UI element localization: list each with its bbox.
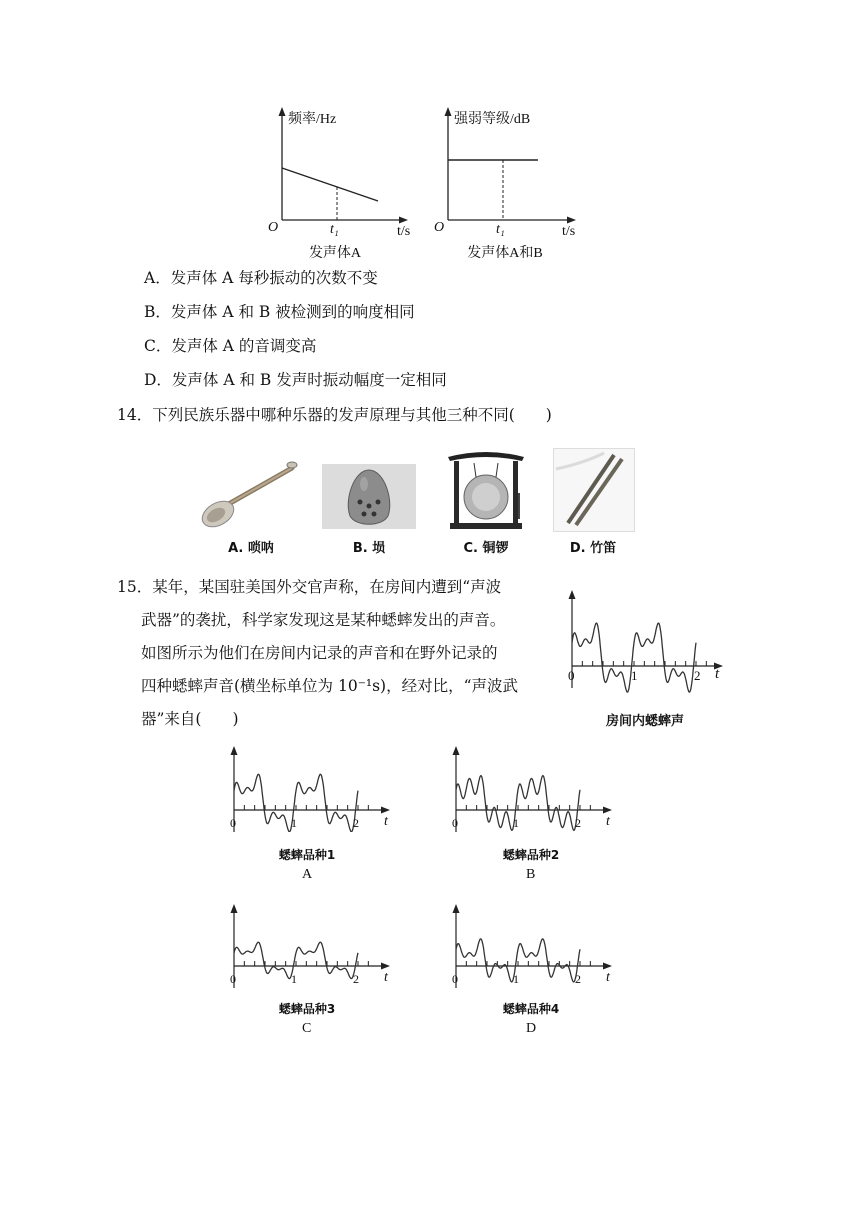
tick-1: 1: [513, 972, 519, 986]
tick-2: 2: [575, 972, 581, 986]
tick-0: 0: [452, 816, 458, 830]
species-caption: 蟋蟀品种1: [278, 848, 336, 862]
bamboo-flute-icon: [553, 448, 635, 532]
graph-caption: 发声体A和B: [467, 246, 543, 261]
option-letter: D: [526, 1021, 537, 1036]
question-15-line-1: 15．某年，某国驻美国外交官声称，在房间内遭到“声波: [117, 578, 502, 596]
question-14-stem: 14．下列民族乐器中哪种乐器的发声原理与其他三种不同( ): [117, 406, 552, 424]
option-letter: A: [302, 867, 313, 882]
option-letter: B: [526, 867, 536, 882]
tick-2: 2: [353, 816, 359, 830]
option-letter: C: [302, 1021, 312, 1036]
origin-label: O: [434, 220, 445, 235]
graph-loudness-ab: [430, 104, 595, 264]
tick-0: 0: [452, 972, 458, 986]
room-graph-caption: 房间内蟋蟀声: [605, 714, 684, 729]
y-axis-label: 强弱等级/dB: [454, 112, 531, 127]
t1-label: t₁: [330, 222, 339, 237]
y-axis-label: 频率/Hz: [288, 112, 337, 127]
species-graph-d: [444, 900, 619, 1045]
option-b: B．发声体 A 和 B 被检测到的响度相同: [144, 303, 415, 321]
room-cricket-graph: [560, 586, 730, 736]
question-15-line-3: 如图所示为他们在房间内记录的声音和在野外记录的: [141, 644, 498, 662]
tick-0: 0: [230, 816, 236, 830]
question-15-line-5: 器”来自( ): [141, 710, 239, 728]
loudness-graph-svg: [430, 104, 595, 264]
tick-0: 0: [230, 972, 236, 986]
axis-t: t: [715, 666, 720, 682]
tick-1: 1: [631, 668, 638, 683]
option-c: C．发声体 A 的音调变高: [144, 337, 317, 355]
tick-2: 2: [575, 816, 581, 830]
origin-label: O: [268, 220, 279, 235]
instrument-caption: A. 唢呐: [228, 541, 274, 556]
graph-caption: 发声体A: [308, 246, 362, 261]
graph-frequency-a: [262, 104, 422, 264]
tick-2: 2: [694, 668, 701, 683]
suona-icon: [196, 452, 300, 534]
species-caption: 蟋蟀品种2: [502, 848, 560, 862]
axis-t: t: [384, 970, 388, 985]
xun-icon: [322, 464, 416, 529]
room-wave-svg: [560, 586, 730, 696]
axis-t: t: [606, 970, 610, 985]
species-graph-a: [222, 742, 397, 887]
axis-t: t: [384, 814, 388, 829]
frequency-graph-svg: [262, 104, 422, 264]
species-caption: 蟋蟀品种4: [502, 1002, 560, 1016]
instrument-caption: B. 埙: [352, 541, 386, 556]
instrument-caption: C. 铜锣: [463, 541, 509, 556]
axis-t: t: [606, 814, 610, 829]
instrument-caption: D. 竹笛: [569, 541, 617, 556]
species-graph-b: [444, 742, 619, 887]
x-axis-label: t/s: [397, 224, 411, 239]
tick-0: 0: [568, 668, 575, 683]
tick-2: 2: [353, 972, 359, 986]
option-a: A．发声体 A 每秒振动的次数不变: [144, 269, 378, 287]
x-axis-label: t/s: [562, 224, 576, 239]
question-15-line-2: 武器”的袭扰，科学家发现这是某种蟋蟀发出的声音。: [141, 611, 506, 629]
tick-1: 1: [513, 816, 519, 830]
frequency-line: [282, 168, 378, 201]
t1-label: t₁: [496, 222, 505, 237]
tick-1: 1: [291, 816, 297, 830]
option-d: D．发声体 A 和 B 发声时振动幅度一定相同: [144, 371, 447, 389]
gong-icon: [446, 449, 526, 531]
species-caption: 蟋蟀品种3: [278, 1002, 336, 1016]
species-graph-c: [222, 900, 397, 1045]
question-15-line-4: 四种蟋蟀声音(横坐标单位为 10⁻¹s)，经对比，“声波武: [141, 677, 519, 695]
tick-1: 1: [291, 972, 297, 986]
